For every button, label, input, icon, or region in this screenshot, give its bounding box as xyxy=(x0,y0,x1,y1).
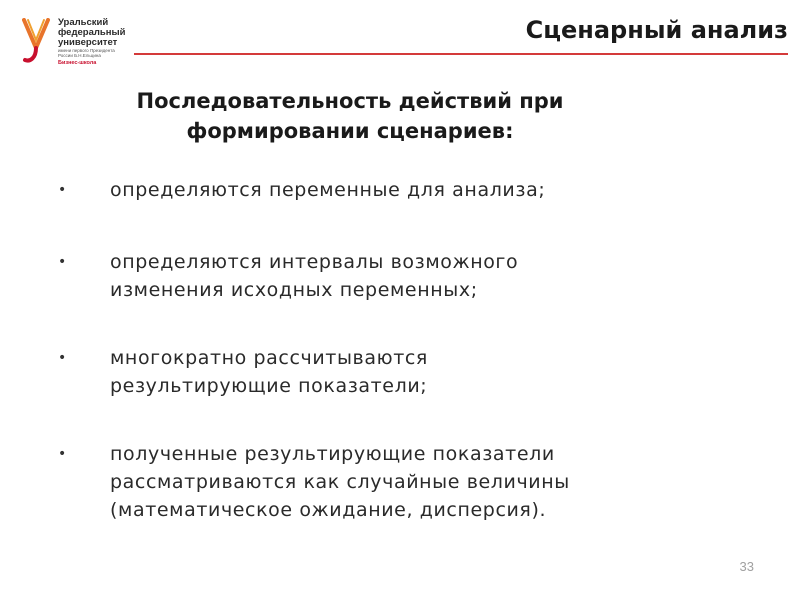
bullet-text xyxy=(110,248,770,304)
header-divider xyxy=(134,53,788,55)
bullet-text xyxy=(110,440,770,524)
page-number: 33 xyxy=(739,559,754,574)
subtitle-line: формировании сценариев: xyxy=(186,119,514,143)
slide-subtitle xyxy=(100,86,600,146)
bullet-line: (математическое ожидание, дисперсия). xyxy=(110,499,547,521)
bullet-line: изменения исходных переменных; xyxy=(110,279,478,301)
bullet-line: рассматриваются как случайные величины xyxy=(110,471,570,493)
logo-text xyxy=(58,18,125,66)
bullet-icon: • xyxy=(58,182,67,198)
logo-school: Бизнес-школа xyxy=(58,60,97,66)
logo-line: Уральский xyxy=(58,17,109,28)
bullet-icon: • xyxy=(58,350,67,366)
logo-tagline: имени первого Президента xyxy=(58,48,115,53)
subtitle-line: Последовательность действий при xyxy=(136,89,564,113)
bullet-line: полученные результирующие показатели xyxy=(110,443,555,465)
bullet-text xyxy=(110,344,770,400)
logo-tagline: России Б.Н.Ельцина xyxy=(58,53,101,58)
logo-line: университет xyxy=(58,37,118,48)
bullet-text xyxy=(110,176,770,204)
university-logo xyxy=(22,18,142,74)
bullet-icon: • xyxy=(58,254,67,270)
bullet-line: многократно рассчитываются xyxy=(110,347,428,369)
bullet-line: определяются интервалы возможного xyxy=(110,251,519,273)
bullet-icon: • xyxy=(58,446,67,462)
bullet-line: определяются переменные для анализа; xyxy=(110,179,546,201)
bullet-line: результирующие показатели; xyxy=(110,375,428,397)
logo-line: федеральный xyxy=(58,27,126,38)
slide-title: Сценарный анализ xyxy=(525,16,788,44)
university-logo-icon xyxy=(22,18,52,64)
